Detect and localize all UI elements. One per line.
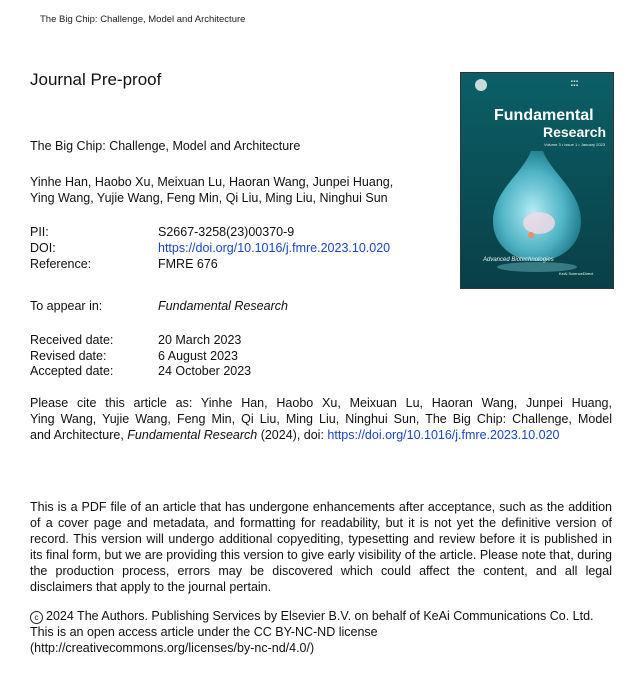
copyright-block xyxy=(30,608,620,656)
license-line: This is an open access article under the CC BY-NC-ND license xyxy=(30,625,378,639)
doi-label: DOI: xyxy=(30,241,56,255)
cover-publisher-logos: KeAi ScienceDirect xyxy=(559,271,594,276)
cover-small-print: ■ ■ ■ ■ ■ ■ xyxy=(571,79,579,87)
author-line: Ying Wang, Yujie Wang, Feng Min, Qi Liu, Ming Liu, Ninghui Sun xyxy=(30,191,388,205)
citation-line: Ying Wang, Yujie Wang, Feng Min, Qi Liu, Ming Liu, Ninghui Sun, The Big Chip: Challenge, Model xyxy=(30,412,612,426)
received-date: 20 March 2023 xyxy=(158,333,242,347)
citation-text: (2024), doi: xyxy=(257,428,328,442)
journal-cover-image xyxy=(460,72,614,289)
pii-value: S2667-3258(23)00370-9 xyxy=(158,225,295,239)
disclaimer-paragraph: This is a PDF file of an article that has undergone enhancements after acceptance, such as the addition of a cover page and metadata, and formatting for readability, but it is not yet the definitive version of record. This version will undergo additional copyediting, typesetting and review before it is published in its final form, but we are providing this version to give early visibility of the article. Please note that, during the production process, errors may be discovered which could affect the content, and all legal disclaimers that apply to the journal pertain. xyxy=(30,500,612,594)
cover-subtitle: Advanced Biotechnologies xyxy=(483,257,554,263)
cover-title-line1: Fundamental xyxy=(494,107,594,124)
citation-doi-link[interactable]: https://doi.org/10.1016/j.fmre.2023.10.020 xyxy=(327,428,560,442)
author-list xyxy=(30,174,430,206)
revised-label: Revised date: xyxy=(30,349,107,363)
article-title: The Big Chip: Challenge, Model and Architecture xyxy=(30,139,301,153)
accepted-label: Accepted date: xyxy=(30,364,114,378)
copyright-line xyxy=(30,608,620,624)
citation-line: Please cite this article as: Yinhe Han, Haobo Xu, Meixuan Lu, Haoran Wang, Junpei Huang, xyxy=(30,396,612,410)
copyright-icon: c xyxy=(30,611,43,624)
to-appear-label: To appear in: xyxy=(30,299,103,313)
cover-artwork xyxy=(461,73,613,288)
citation-journal: Fundamental Research xyxy=(127,428,258,442)
cover-title-line2: Research xyxy=(543,124,607,140)
journal-name: Fundamental Research xyxy=(158,299,288,313)
author-line: Yinhe Han, Haobo Xu, Meixuan Lu, Haoran Wang, Junpei Huang, xyxy=(30,175,394,189)
running-head: The Big Chip: Challenge, Model and Architecture xyxy=(40,14,246,25)
cover-volume: Volume 3 • Issue 1 • January 2023 xyxy=(544,142,606,147)
reference-value: FMRE 676 xyxy=(158,257,218,271)
received-label: Received date: xyxy=(30,333,114,347)
reference-label: Reference: xyxy=(30,257,92,271)
journal-preproof-label: Journal Pre-proof xyxy=(30,70,162,89)
accepted-date: 24 October 2023 xyxy=(158,364,252,378)
citation-paragraph xyxy=(30,395,612,443)
doi-link[interactable]: https://doi.org/10.1016/j.fmre.2023.10.020 xyxy=(158,241,391,255)
citation-line xyxy=(30,427,612,443)
copyright-text: 2024 The Authors. Publishing Services by Elsevier B.V. on behalf of KeAi Communications Co. Ltd. xyxy=(46,609,594,623)
pii-label: PII: xyxy=(30,225,49,239)
license-url[interactable]: (http://creativecommons.org/licenses/by-nc-nd/4.0/) xyxy=(30,641,315,655)
revised-date: 6 August 2023 xyxy=(158,349,238,363)
citation-text: and Architecture, xyxy=(30,428,128,442)
